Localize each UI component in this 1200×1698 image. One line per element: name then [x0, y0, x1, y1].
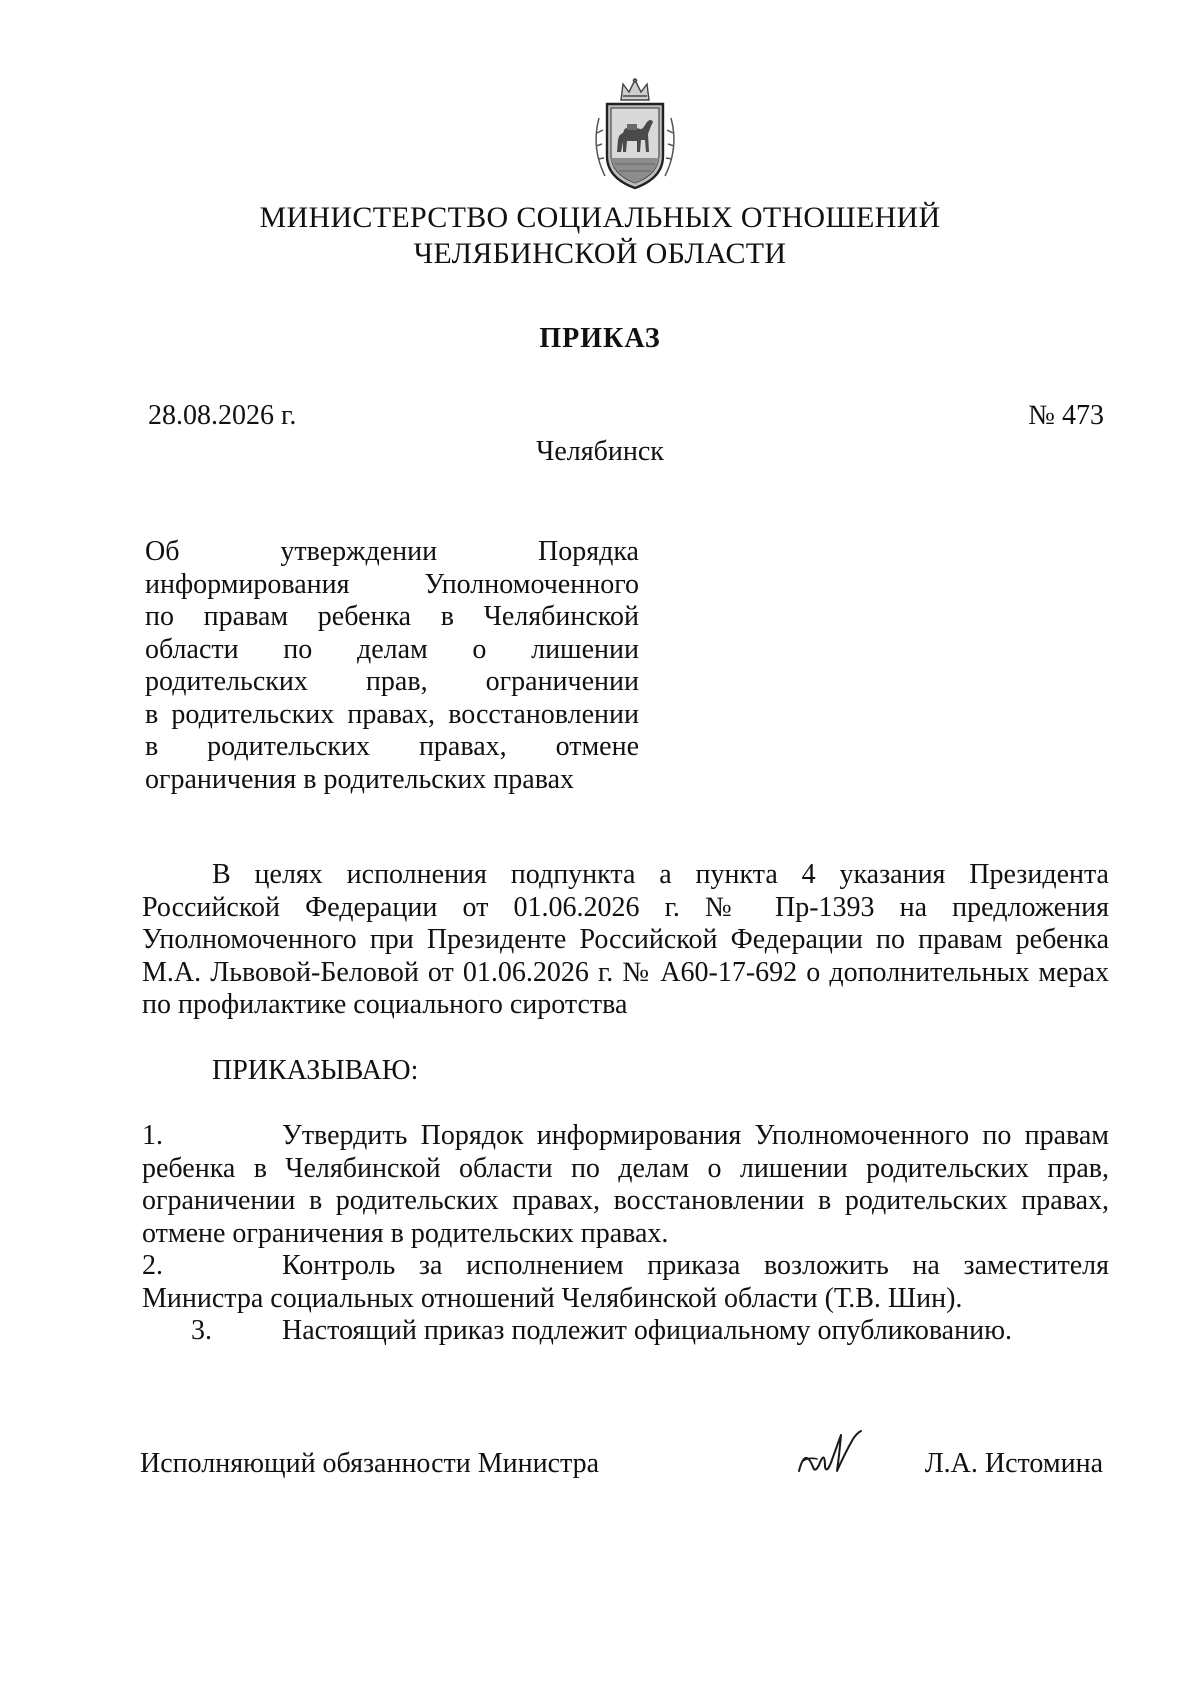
subject-line: в родительских правах, отмене: [145, 731, 639, 762]
order-item-line: Настоящий приказ подлежит официальному опубликованию.: [282, 1315, 1012, 1346]
subject-line: по правам ребенка в Челябинской: [145, 601, 639, 632]
document-date: 28.08.2026 г.: [148, 400, 297, 431]
preamble-line: по профилактике социального сиротства: [142, 989, 628, 1020]
order-item-1: [142, 1120, 1109, 1250]
ministry-name-line-2: ЧЕЛЯБИНСКОЙ ОБЛАСТИ: [413, 237, 787, 270]
order-item-line: Контроль за исполнением приказа возложить на заместителя: [282, 1250, 1109, 1281]
order-item-first-line: [142, 1120, 1109, 1153]
chelyabinsk-coat-of-arms-icon: [585, 78, 685, 193]
order-item-3: [142, 1315, 1109, 1348]
document-title: ПРИКАЗ: [539, 323, 661, 354]
subject-line: в родительских правах, восстановлении: [145, 698, 639, 730]
order-item-line: ограничении в родительских правах, восстановлении в родительских правах,: [142, 1185, 1109, 1216]
order-item-line: ребенка в Челябинской области по делам о лишении родительских прав,: [142, 1152, 1109, 1184]
signatory-role: Исполняющий обязанности Министра: [140, 1448, 600, 1479]
order-item-first-line: [142, 1315, 1109, 1348]
preamble-line: М.А. Львовой-Беловой от 01.06.2026 г. № А60-17-692 о дополнительных мерах: [142, 956, 1109, 988]
ministry-name-line-1: МИНИСТЕРСТВО СОЦИАЛЬНЫХ ОТНОШЕНИЙ: [259, 201, 941, 234]
order-item-number: 2.: [142, 1250, 163, 1281]
ministry-header: [0, 200, 1200, 272]
order-item-number: 3.: [191, 1315, 212, 1346]
order-item-first-line: [142, 1250, 1109, 1283]
order-item-number: 1.: [142, 1120, 163, 1151]
document-number: № 473: [1028, 400, 1104, 431]
preamble-line: Российской Федерации от 01.06.2026 г. № Пр-1393 на предложения: [142, 891, 1109, 923]
order-items: [142, 1120, 1109, 1348]
subject-line: Об утверждении Порядка: [145, 536, 639, 567]
preamble-paragraph: [142, 859, 1109, 1022]
document-city: Челябинск: [536, 436, 664, 467]
order-word: ПРИКАЗЫВАЮ:: [212, 1055, 419, 1086]
order-item-2: [142, 1250, 1109, 1315]
handwritten-signature-icon: [795, 1427, 865, 1479]
preamble-line: В целях исполнения подпункта а пункта 4 указания Президента: [212, 859, 1109, 890]
signatory-name: Л.А. Истомина: [924, 1448, 1103, 1479]
subject-line: родительских прав, ограничении: [145, 666, 639, 697]
subject-line: области по делам о лишении: [145, 633, 639, 665]
subject-line: ограничения в родительских правах: [145, 763, 574, 795]
order-item-line: отмене ограничения в родительских правах.: [142, 1217, 669, 1249]
preamble-line: Уполномоченного при Президенте Российской Федерации по правам ребенка: [142, 924, 1109, 955]
subject-line: информирования Уполномоченного: [145, 568, 639, 600]
order-item-line: Министра социальных отношений Челябинской области (Т.В. Шин).: [142, 1282, 963, 1314]
order-item-line: Утвердить Порядок информирования Уполномоченного по правам: [282, 1120, 1109, 1151]
document-subject: [145, 536, 639, 796]
